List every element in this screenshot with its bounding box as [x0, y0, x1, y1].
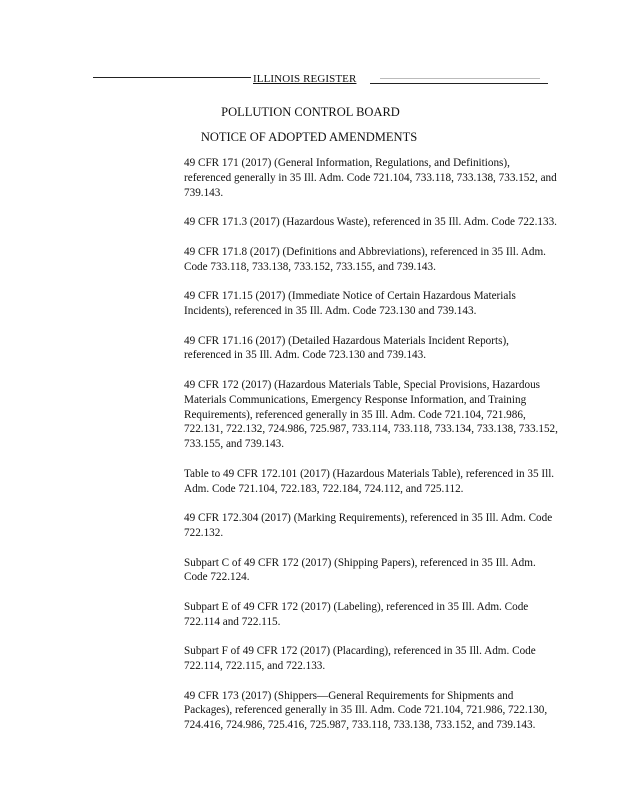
reference-paragraph: 49 CFR 172.304 (2017) (Marking Requirements), referenced in 35 Ill. Adm. Code 722.132. — [184, 512, 553, 539]
reference-paragraph: 49 CFR 171.15 (2017) (Immediate Notice of Certain Hazardous Materials Incidents), referenced in 35 Ill. Adm. Code 723.130 and 739.143. — [184, 290, 516, 317]
reference-paragraph: Subpart E of 49 CFR 172 (2017) (Labeling), referenced in 35 Ill. Adm. Code 722.114 and 722.115. — [184, 600, 529, 628]
header-rule-faint — [380, 78, 540, 79]
reference-paragraph: Table to 49 CFR 172.101 (2017) (Hazardous Materials Table), referenced in 35 Ill. Adm. Code 721.104, 722.183, 722.184, 724.112, and 725.112. — [184, 467, 555, 495]
reference-paragraph: Subpart C of 49 CFR 172 (2017) (Shipping Papers), referenced in 35 Ill. Adm. Code 722.124. — [184, 556, 536, 584]
reference-paragraph: 49 CFR 171.16 (2017) (Detailed Hazardous Materials Incident Reports), referenced in 35 Ill. Adm. Code 723.130 and 739.143. — [184, 334, 509, 362]
reference-paragraph: 49 CFR 171.8 (2017) (Definitions and Abbreviations), referenced in 35 Ill. Adm. Code 733.118, 733.138, 733.152, 733.155, and 739.143. — [184, 245, 546, 273]
reference-paragraph: 49 CFR 171.3 (2017) (Hazardous Waste), referenced in 35 Ill. Adm. Code 722.133. — [184, 216, 557, 229]
header-rule-right — [370, 83, 548, 84]
header-rule-left — [93, 77, 251, 78]
reference-paragraph: Subpart F of 49 CFR 172 (2017) (Placarding), referenced in 35 Ill. Adm. Code 722.114, 722.115, and 722.133. — [184, 645, 536, 673]
running-head: ILLINOIS REGISTER — [253, 73, 357, 85]
reference-paragraph: 49 CFR 171 (2017) (General Information, Regulations, and Definitions), referenced generally in 35 Ill. Adm. Code 721.104, 733.118, 733.138, 733.152, and 739.143. — [184, 157, 557, 199]
agency-title: POLLUTION CONTROL BOARD — [221, 105, 400, 119]
notice-title: NOTICE OF ADOPTED AMENDMENTS — [200, 130, 418, 144]
reference-paragraph: 49 CFR 173 (2017) (Shippers—General Requirements for Shipments and Packages), referenced generally in 35 Ill. Adm. Code 721.104, 721.986, 722.130, 724.416, 724.986, 725.416, 725.987, 733.118, 733.138, 733.152, and 739.143. — [184, 689, 548, 732]
reference-list — [184, 156, 558, 748]
reference-paragraph: 49 CFR 172 (2017) (Hazardous Materials Table, Special Provisions, Hazardous Materials Communications, Emergency Response Information, and Training Requirements), referenced generally in 35 Ill. Adm. Code 721.104, 721.986, 722.131, 722.132, 724.986, 725.987, 733.114, 733.118, 733.134, 733.138, 733.152, 733.155, and 739.143. — [184, 378, 558, 451]
